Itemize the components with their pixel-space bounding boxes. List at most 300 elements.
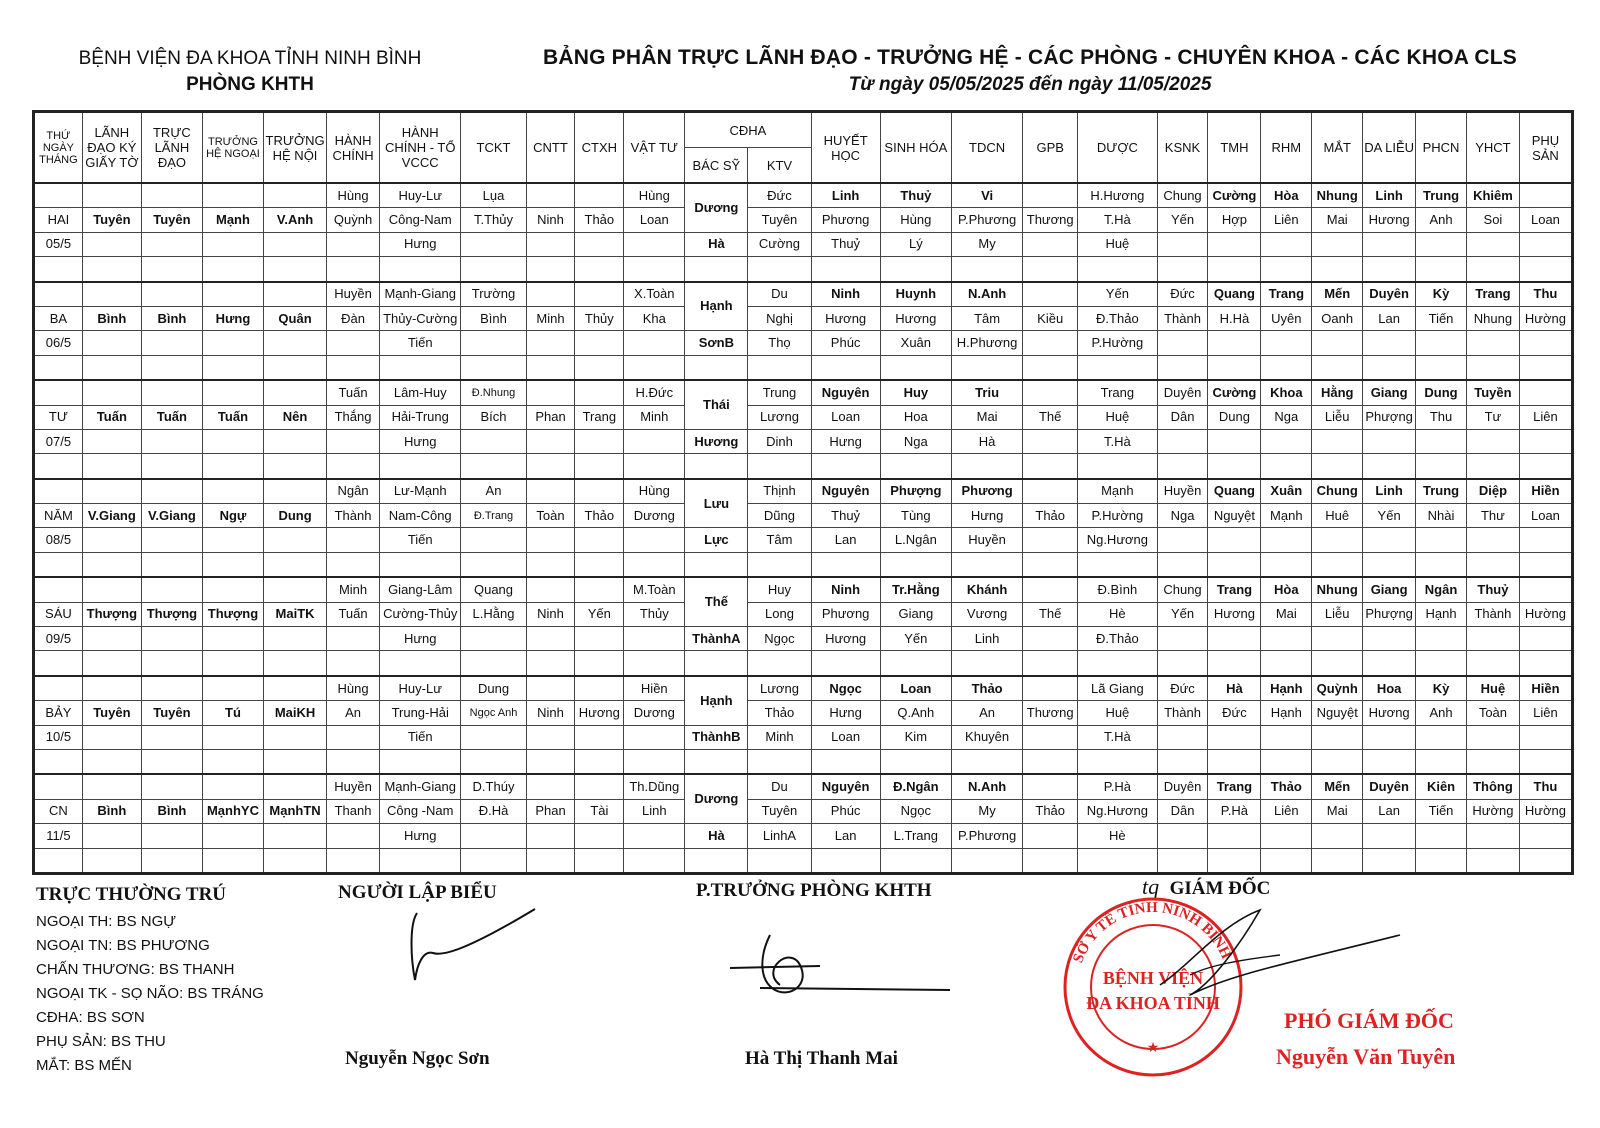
cntt-cell (526, 651, 575, 676)
phcn-cell (1416, 749, 1467, 774)
derm-cell: Hoa (1363, 676, 1416, 701)
imaging-doctor-cell: Hương (685, 429, 748, 453)
gpb-cell (1023, 774, 1078, 799)
phcn-cell: Ngân (1416, 577, 1467, 602)
preparer-title: NGƯỜI LẬP BIỂU (338, 882, 497, 903)
cntt-cell (526, 257, 575, 282)
pharmacy-cell: P.Hường (1078, 504, 1157, 528)
ksnk-cell (1157, 454, 1208, 479)
sign-leader-cell (82, 355, 141, 380)
biochem-cell: Lý (880, 232, 951, 256)
medical-head-cell (264, 848, 327, 873)
supplies-cell (624, 627, 685, 651)
pharmacy-cell: P.Hường (1078, 331, 1157, 355)
col-pharmacy: DƯỢC (1078, 112, 1157, 184)
hematology-cell (811, 355, 880, 380)
hematology-cell: Thuỷ (811, 504, 880, 528)
phcn-cell: Dung (1416, 380, 1467, 405)
surgical-head-cell (202, 848, 263, 873)
ctxh-cell (575, 676, 624, 701)
imaging-tech-cell: Thọ (748, 331, 811, 355)
tmh-cell: Trang (1208, 774, 1261, 799)
hematology-cell: Ngọc (811, 676, 880, 701)
yhct-cell: Huệ (1466, 676, 1519, 701)
rhm-cell (1261, 331, 1312, 355)
admin-cell: Thành (327, 504, 380, 528)
gpb-cell (1023, 725, 1078, 749)
sign-leader-cell (82, 552, 141, 577)
cntt-cell (526, 749, 575, 774)
ctxh-cell (575, 627, 624, 651)
rhm-cell (1261, 429, 1312, 453)
day-cell (34, 651, 83, 676)
hematology-cell: Loan (811, 725, 880, 749)
obgyn-cell: Hiền (1519, 479, 1572, 504)
tmh-cell: Quang (1208, 282, 1261, 307)
tdcn-cell: Hưng (951, 504, 1022, 528)
yhct-cell (1466, 848, 1519, 873)
supplies-cell (624, 725, 685, 749)
hematology-cell: Nguyên (811, 479, 880, 504)
eye-cell (1312, 257, 1363, 282)
leader-cell: Bình (141, 799, 202, 823)
sign-leader-cell (82, 676, 141, 701)
yhct-cell: Hường (1466, 799, 1519, 823)
derm-cell: Lan (1363, 799, 1416, 823)
tckt-cell: Quang (461, 577, 526, 602)
gpb-cell (1023, 749, 1078, 774)
day-cell (34, 454, 83, 479)
ksnk-cell (1157, 355, 1208, 380)
obgyn-cell (1519, 355, 1572, 380)
tmh-cell (1208, 749, 1261, 774)
surgical-head-cell (202, 651, 263, 676)
ctxh-cell (575, 774, 624, 799)
medical-head-cell: MaiTK (264, 602, 327, 626)
obgyn-cell (1519, 627, 1572, 651)
admin-vccc-cell: Hưng (380, 824, 461, 848)
table-row (34, 232, 1573, 256)
biochem-cell: Xuân (880, 331, 951, 355)
tmh-cell (1208, 429, 1261, 453)
biochem-cell (880, 552, 951, 577)
medical-head-cell (264, 651, 327, 676)
leader-cell (141, 824, 202, 848)
imaging-tech-cell: Nghị (748, 306, 811, 330)
eye-cell: Liễu (1312, 405, 1363, 429)
derm-cell (1363, 355, 1416, 380)
pharmacy-cell: Huệ (1078, 405, 1157, 429)
yhct-cell: Diệp (1466, 479, 1519, 504)
ctxh-cell (575, 257, 624, 282)
gpb-cell (1023, 232, 1078, 256)
obgyn-cell (1519, 183, 1572, 208)
eye-cell (1312, 232, 1363, 256)
yhct-cell: Trang (1466, 282, 1519, 307)
tmh-cell: Đức (1208, 701, 1261, 725)
leader-cell (141, 355, 202, 380)
tckt-cell (461, 651, 526, 676)
obgyn-cell (1519, 331, 1572, 355)
imaging-tech-cell: Tâm (748, 528, 811, 552)
ctxh-cell (575, 380, 624, 405)
surgical-head-cell (202, 627, 263, 651)
tckt-cell: Bích (461, 405, 526, 429)
ksnk-cell: Dân (1157, 405, 1208, 429)
rhm-cell: Khoa (1261, 380, 1312, 405)
day-cell (34, 848, 83, 873)
pharmacy-cell: Huệ (1078, 232, 1157, 256)
cntt-cell: Minh (526, 306, 575, 330)
rhm-cell: Hạnh (1261, 701, 1312, 725)
org-header (40, 48, 460, 96)
onsite-item: NGOẠI TK - SỌ NÃO: BS TRÁNG (36, 985, 264, 1002)
imaging-doctor-cell: Thế (685, 577, 748, 626)
yhct-cell: Toàn (1466, 701, 1519, 725)
hematology-cell (811, 651, 880, 676)
yhct-cell: Thư (1466, 504, 1519, 528)
admin-vccc-cell: Lư-Mạnh (380, 479, 461, 504)
tckt-cell (461, 232, 526, 256)
cntt-cell (526, 824, 575, 848)
pharmacy-cell (1078, 552, 1157, 577)
medical-head-cell: MạnhTN (264, 799, 327, 823)
derm-cell: Phượng (1363, 602, 1416, 626)
yhct-cell: Tư (1466, 405, 1519, 429)
cntt-cell (526, 282, 575, 307)
imaging-tech-cell: Dinh (748, 429, 811, 453)
hematology-cell: Thuỷ (811, 232, 880, 256)
gpb-cell (1023, 651, 1078, 676)
biochem-cell: L.Trang (880, 824, 951, 848)
tdcn-cell: My (951, 799, 1022, 823)
col-tckt: TCKT (461, 112, 526, 184)
phcn-cell: Kỳ (1416, 676, 1467, 701)
col-rhm: RHM (1261, 112, 1312, 184)
admin-cell: Thắng (327, 405, 380, 429)
surgical-head-cell: Mạnh (202, 208, 263, 232)
day-cell (34, 577, 83, 602)
obgyn-cell (1519, 577, 1572, 602)
table-row (34, 331, 1573, 355)
tdcn-cell: Tâm (951, 306, 1022, 330)
leader-cell (141, 479, 202, 504)
medical-head-cell (264, 824, 327, 848)
pharmacy-cell: Lã Giang (1078, 676, 1157, 701)
pharmacy-cell (1078, 749, 1157, 774)
ksnk-cell: Đức (1157, 676, 1208, 701)
tdcn-cell (951, 552, 1022, 577)
supplies-cell (624, 355, 685, 380)
imaging-tech-cell: Cường (748, 232, 811, 256)
rhm-cell: Mai (1261, 602, 1312, 626)
col-imaging-tech: KTV (748, 148, 811, 184)
col-imaging: CĐHA (685, 112, 811, 148)
leader-cell (141, 725, 202, 749)
leader-cell (141, 183, 202, 208)
yhct-cell: Nhung (1466, 306, 1519, 330)
onsite-item: CĐHA: BS SƠN (36, 1009, 145, 1026)
leader-cell (141, 528, 202, 552)
leader-cell (141, 676, 202, 701)
sign-leader-cell (82, 232, 141, 256)
rhm-cell (1261, 824, 1312, 848)
eye-cell: Hằng (1312, 380, 1363, 405)
cntt-cell: Ninh (526, 208, 575, 232)
tmh-cell: Quang (1208, 479, 1261, 504)
eye-cell: Huê (1312, 504, 1363, 528)
cntt-cell (526, 676, 575, 701)
admin-vccc-cell (380, 355, 461, 380)
ksnk-cell (1157, 232, 1208, 256)
preparer-signature (405, 905, 545, 995)
derm-cell (1363, 627, 1416, 651)
col-admin: HÀNH CHÍNH (327, 112, 380, 184)
derm-cell: Linh (1363, 183, 1416, 208)
tckt-cell: Ngọc Anh (461, 701, 526, 725)
gpb-cell (1023, 454, 1078, 479)
admin-cell (327, 429, 380, 453)
col-tdcn: TDCN (951, 112, 1022, 184)
surgical-head-cell: Tuấn (202, 405, 263, 429)
leader-cell: Bình (141, 306, 202, 330)
ksnk-cell: Huyền (1157, 479, 1208, 504)
col-day: THỨ NGÀY THÁNG (34, 112, 83, 184)
sign-leader-cell (82, 577, 141, 602)
biochem-cell (880, 848, 951, 873)
table-row (34, 627, 1573, 651)
tdcn-cell: Khánh (951, 577, 1022, 602)
biochem-cell (880, 257, 951, 282)
rhm-cell: Thảo (1261, 774, 1312, 799)
cntt-cell: Toàn (526, 504, 575, 528)
rhm-cell (1261, 552, 1312, 577)
derm-cell: Phượng (1363, 405, 1416, 429)
biochem-cell (880, 355, 951, 380)
day-cell (34, 282, 83, 307)
hematology-cell: Loan (811, 405, 880, 429)
leader-cell (141, 848, 202, 873)
yhct-cell: Thông (1466, 774, 1519, 799)
table-row (34, 504, 1573, 528)
medical-head-cell (264, 429, 327, 453)
phcn-cell: Kiên (1416, 774, 1467, 799)
onsite-title: TRỰC THƯỜNG TRÚ (36, 884, 227, 905)
eye-cell (1312, 848, 1363, 873)
gpb-cell: Thảo (1023, 799, 1078, 823)
derm-cell: Hương (1363, 208, 1416, 232)
ctxh-cell (575, 577, 624, 602)
cntt-cell (526, 232, 575, 256)
admin-cell (327, 552, 380, 577)
hematology-cell: Lan (811, 528, 880, 552)
document-title: BẢNG PHÂN TRỰC LÃNH ĐẠO - TRƯỞNG HỆ - CÁC PHÒNG - CHUYÊN KHOA - CÁC KHOA CLS (542, 46, 1518, 69)
phcn-cell: Hạnh (1416, 602, 1467, 626)
tmh-cell (1208, 627, 1261, 651)
imaging-doctor-cell: Hà (685, 232, 748, 256)
admin-cell: Huyền (327, 774, 380, 799)
tckt-cell: Đ.Hà (461, 799, 526, 823)
supplies-cell: Hùng (624, 479, 685, 504)
gpb-cell (1023, 552, 1078, 577)
leader-cell (141, 552, 202, 577)
cntt-cell (526, 577, 575, 602)
admin-cell (327, 627, 380, 651)
imaging-doctor-cell: Lực (685, 528, 748, 552)
ctxh-cell: Yến (575, 602, 624, 626)
imaging-doctor-cell: ThànhA (685, 627, 748, 651)
medical-head-cell (264, 232, 327, 256)
cntt-cell (526, 380, 575, 405)
admin-vccc-cell (380, 552, 461, 577)
hematology-cell (811, 552, 880, 577)
onsite-item: MẮT: BS MẾN (36, 1057, 132, 1074)
rhm-cell: Xuân (1261, 479, 1312, 504)
obgyn-cell: Liên (1519, 405, 1572, 429)
obgyn-cell (1519, 454, 1572, 479)
medical-head-cell (264, 183, 327, 208)
ksnk-cell: Nga (1157, 504, 1208, 528)
imaging-tech-cell: Lương (748, 676, 811, 701)
day-cell (34, 380, 83, 405)
obgyn-cell (1519, 552, 1572, 577)
pharmacy-cell: H.Hương (1078, 183, 1157, 208)
ctxh-cell (575, 183, 624, 208)
medical-head-cell (264, 676, 327, 701)
ksnk-cell (1157, 528, 1208, 552)
surgical-head-cell (202, 824, 263, 848)
imaging-doctor-cell: Dương (685, 183, 748, 232)
obgyn-cell (1519, 257, 1572, 282)
admin-cell (327, 528, 380, 552)
department-name: PHÒNG KHTH (186, 74, 314, 95)
medical-head-cell (264, 331, 327, 355)
phcn-cell: Trung (1416, 183, 1467, 208)
rhm-cell: Uyên (1261, 306, 1312, 330)
derm-cell (1363, 528, 1416, 552)
admin-cell (327, 848, 380, 873)
ksnk-cell: Yến (1157, 602, 1208, 626)
ksnk-cell (1157, 331, 1208, 355)
table-row (34, 429, 1573, 453)
tmh-cell (1208, 331, 1261, 355)
eye-cell: Mến (1312, 774, 1363, 799)
supplies-cell: Minh (624, 405, 685, 429)
admin-vccc-cell (380, 651, 461, 676)
pharmacy-cell (1078, 257, 1157, 282)
gpb-cell (1023, 331, 1078, 355)
admin-vccc-cell (380, 257, 461, 282)
medical-head-cell (264, 257, 327, 282)
yhct-cell (1466, 725, 1519, 749)
derm-cell (1363, 257, 1416, 282)
obgyn-cell: Thu (1519, 774, 1572, 799)
table-row (34, 749, 1573, 774)
tckt-cell (461, 528, 526, 552)
imaging-doctor-cell (685, 552, 748, 577)
day-label: BẢY (34, 701, 83, 725)
biochem-cell: Huynh (880, 282, 951, 307)
cntt-cell (526, 479, 575, 504)
ctxh-cell (575, 331, 624, 355)
sign-leader-cell (82, 824, 141, 848)
yhct-cell (1466, 232, 1519, 256)
tdcn-cell: Mai (951, 405, 1022, 429)
hematology-cell: Ninh (811, 577, 880, 602)
ctxh-cell: Tài (575, 799, 624, 823)
admin-vccc-cell: Lâm-Huy (380, 380, 461, 405)
tckt-cell: Bình (461, 306, 526, 330)
ksnk-cell (1157, 651, 1208, 676)
day-label: SÁU (34, 602, 83, 626)
yhct-cell (1466, 651, 1519, 676)
phcn-cell: Anh (1416, 208, 1467, 232)
imaging-tech-cell: Lương (748, 405, 811, 429)
tckt-cell: Đ.Trang (461, 504, 526, 528)
tdcn-cell: Triu (951, 380, 1022, 405)
tckt-cell (461, 725, 526, 749)
rhm-cell (1261, 627, 1312, 651)
hematology-cell: Hưng (811, 701, 880, 725)
sign-leader-cell (82, 257, 141, 282)
cntt-cell: Phan (526, 799, 575, 823)
imaging-doctor-cell (685, 355, 748, 380)
pharmacy-cell: Trang (1078, 380, 1157, 405)
obgyn-cell (1519, 380, 1572, 405)
surgical-head-cell: Tú (202, 701, 263, 725)
gpb-cell (1023, 183, 1078, 208)
tmh-cell (1208, 552, 1261, 577)
obgyn-cell (1519, 824, 1572, 848)
supplies-cell (624, 552, 685, 577)
tckt-cell: Dung (461, 676, 526, 701)
admin-vccc-cell (380, 749, 461, 774)
biochem-cell: Phượng (880, 479, 951, 504)
admin-cell: Quỳnh (327, 208, 380, 232)
surgical-head-cell (202, 552, 263, 577)
eye-cell: Chung (1312, 479, 1363, 504)
cntt-cell (526, 454, 575, 479)
eye-cell: Nhung (1312, 577, 1363, 602)
derm-cell (1363, 725, 1416, 749)
medical-head-cell (264, 552, 327, 577)
admin-cell (327, 454, 380, 479)
pharmacy-cell: Ng.Hương (1078, 528, 1157, 552)
rhm-cell (1261, 651, 1312, 676)
derm-cell (1363, 331, 1416, 355)
table-row (34, 577, 1573, 602)
document-header (480, 46, 1580, 96)
obgyn-cell: Hường (1519, 602, 1572, 626)
org-name: BỆNH VIỆN ĐA KHOA TỈNH NINH BÌNH (78, 48, 422, 69)
table-row (34, 824, 1573, 848)
tmh-cell (1208, 528, 1261, 552)
sign-leader-cell (82, 429, 141, 453)
phcn-cell (1416, 232, 1467, 256)
ksnk-cell (1157, 749, 1208, 774)
tckt-cell: An (461, 479, 526, 504)
col-hematology: HUYẾT HỌC (811, 112, 880, 184)
hematology-cell (811, 257, 880, 282)
tmh-cell (1208, 725, 1261, 749)
eye-cell: Quỳnh (1312, 676, 1363, 701)
admin-vccc-cell: Huy-Lư (380, 676, 461, 701)
admin-cell (327, 651, 380, 676)
medical-head-cell: Quân (264, 306, 327, 330)
imaging-tech-cell: Du (748, 774, 811, 799)
tmh-cell (1208, 454, 1261, 479)
imaging-doctor-cell (685, 257, 748, 282)
